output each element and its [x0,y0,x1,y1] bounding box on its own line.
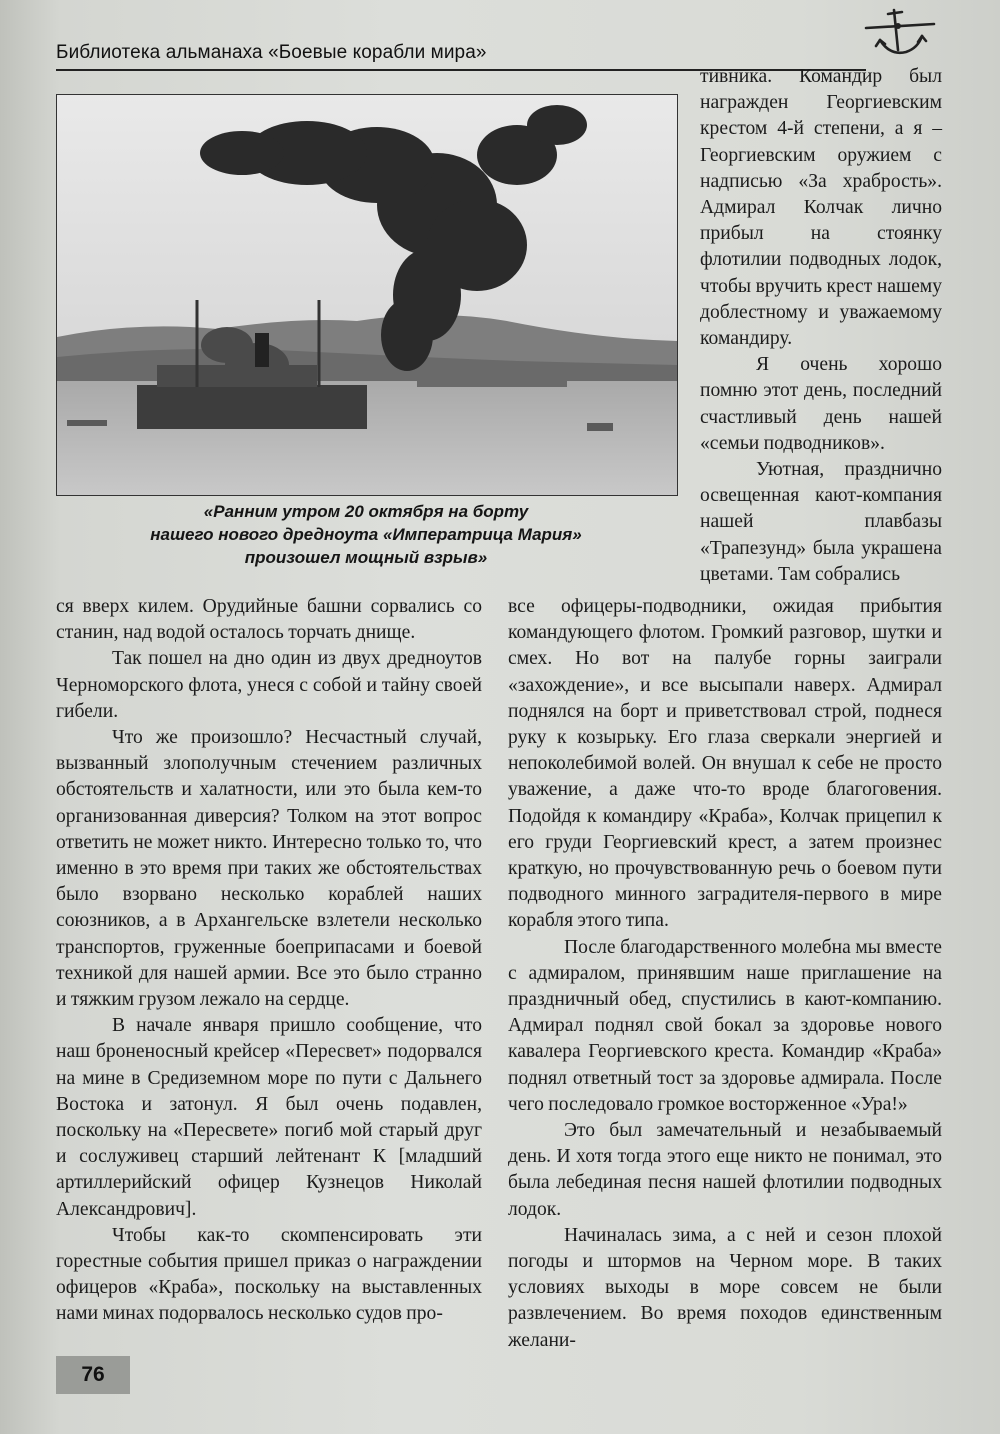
paragraph: После благодарственного молебна мы вместе с адмиралом, принявшим наше приглашение на праздничный обед, спустились в кают-компанию. Адмирал поднял свой бокал за здоровье нового кавалера Георгиевского креста. Командир «Краба» поднял ответный тост за здоровье адмирала. После чего последовало громкое восторженное «Ура!» [508,936,942,1115]
paragraph: ся вверх килем. Орудийные башни сорвались со станин, над водой осталось торчать днище. [56,596,482,644]
battleship-explosion-photo [56,94,678,496]
running-title: Библиотека альманаха «Боевые корабли мира» [56,42,487,63]
page-number: 76 [56,1356,130,1394]
paragraph: Начиналась зима, а с ней и сезон плохой погоды и штормов на Черном море. В таких условиях выходы в море совсем не были развлечением. Во время походов единственным желани- [508,1224,942,1351]
paragraph: Так пошел на дно один из двух дредноутов Черноморского флота, унеся с собой и тайну своей гибели. [56,648,482,722]
right-column-top [700,64,942,588]
caption-line-3: произошел мощный взрыв» [244,548,488,567]
caption-line-1: «Ранним утром 20 октября на борту [203,502,529,521]
paragraph: тивника. Командир был награжден Георгиевским крестом 4-й степени, а я – Георгиевским оружием с надписью «За храбрость». Адмирал Колчак лично прибыл на стоянку флотилии подводных лодок, чтобы вручить крест нашему доблестному и уважаемому командиру. [700,66,942,350]
photo-caption [108,500,624,569]
paragraph: Это был замечательный и незабываемый день. И хотя тогда этого еще никто не понимал, это была лебединая песня нашей флотилии подводных лодок. [508,1120,942,1220]
paragraph: все офицеры-подводники, ожидая прибытия командующего флотом. Громкий разговор, шутки и смех. Но вот на палубе горны заиграли «захождение», и все высыпали наверх. Адмирал поднялся на борт и приветствовал строй, поднеся руку к козырьку. Его глаза сверкали энергией и непоколебимой волей. Он внушал к себе не просто уважение, а даже что-то вроде благоговения. Подойдя к командиру «Краба», Колчак прицепил к его груди Георгиевский крест, а затем произнес краткую, но прочувствованную речь о боевом пути подводного минного заградителя-первого в мире корабля этого типа. [508,596,942,932]
paragraph: В начале января пришло сообщение, что наш броненосный крейсер «Пересвет» подорвался на мине в Средиземном море по пути с Дальнего Востока и затонул. Я был очень подавлен, поскольку на «Пересвете» погиб мой старый друг и сослуживец старший лейтенант К [младший артиллерийский офицер Кузнецов Николай Александрович]. [56,1015,482,1220]
anchor-icon [860,4,942,66]
paragraph: Что же произошло? Несчастный случай, вызванный злополучным стечением различных обстоятельств и халатности, или это была кем-то организованная диверсия? Толком на этот вопрос ответить не может никто. Интересно только то, что именно в это время при таких же обстоятельствах было взорвано несколько кораблей наших союзников, а в Архангельске взлетели несколько транспортов, груженные боеприпасами и боевой техникой для нашей армии. Все это было странно и тяжким грузом лежало на сердце. [56,727,482,1011]
paragraph: Уютная, празднично освещенная кают-компания нашей плавбазы «Трапезунд» была украшена цветами. Там собрались [700,459,942,585]
paragraph: Чтобы как-то скомпенсировать эти горестные события пришел приказ о награждении офицеров «Краба», поскольку на выставленных нами минах подорвалось несколько судов про- [56,1224,482,1325]
paragraph: Я очень хорошо помню этот день, последний счастливый день нашей «семьи подводников». [700,354,942,454]
left-column [56,594,482,1328]
right-column [508,594,942,1354]
caption-line-2: нашего нового дредноута «Императрица Мария» [150,525,582,544]
